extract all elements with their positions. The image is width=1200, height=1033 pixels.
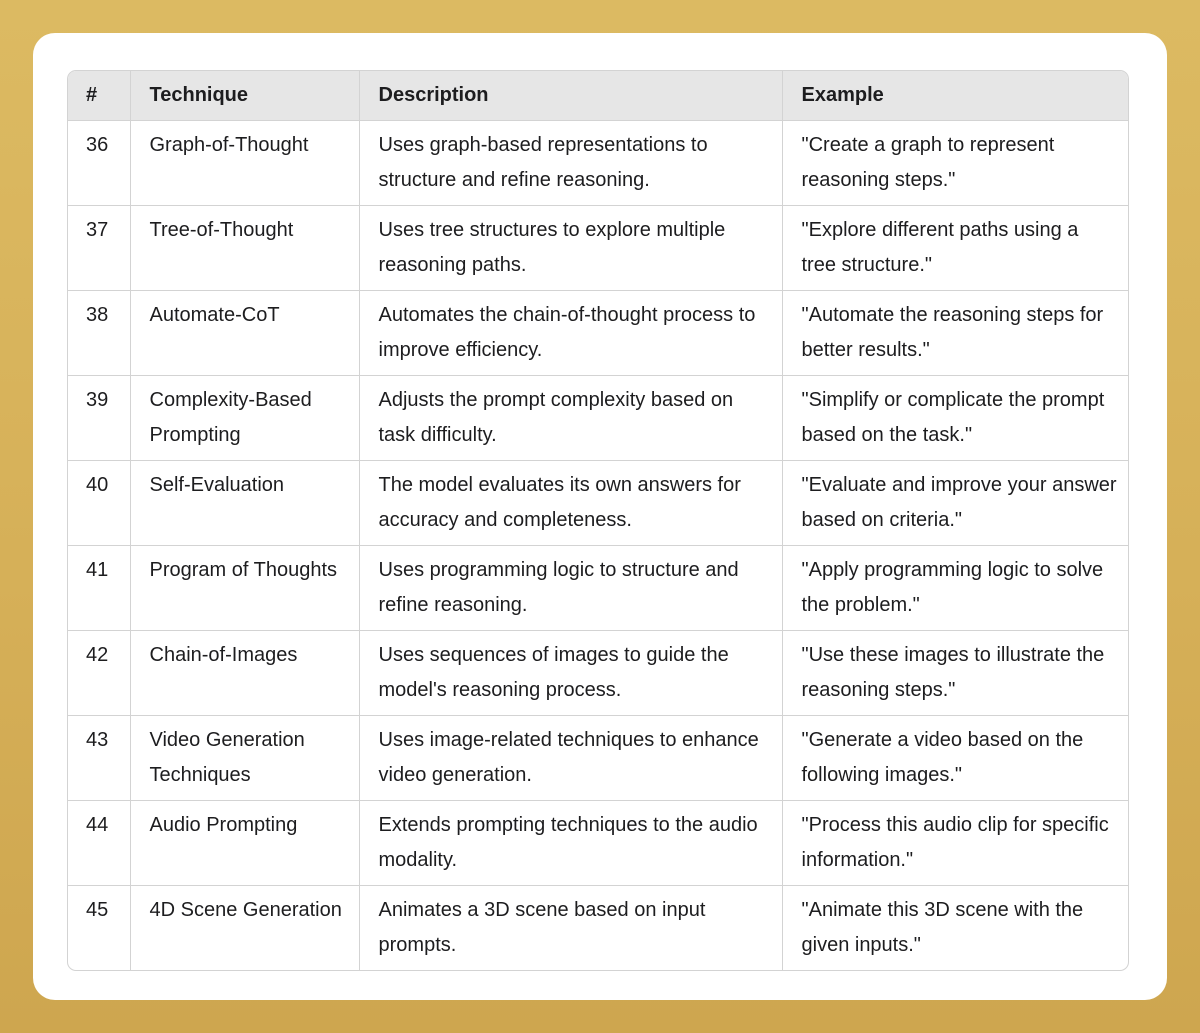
- cell-technique: Complexity-Based Prompting: [130, 375, 359, 460]
- cell-example: "Create a graph to represent reasoning steps.": [782, 120, 1128, 205]
- cell-technique: 4D Scene Generation: [130, 885, 359, 970]
- cell-example: "Simplify or complicate the prompt based on the task.": [782, 375, 1128, 460]
- table-row: [68, 630, 1128, 715]
- cell-description: Automates the chain-of-thought process to improve efficiency.: [359, 290, 782, 375]
- header-number: #: [68, 71, 130, 120]
- cell-number: 42: [68, 630, 130, 715]
- cell-example: "Use these images to illustrate the reasoning steps.": [782, 630, 1128, 715]
- cell-technique: Automate-CoT: [130, 290, 359, 375]
- header-description: Description: [359, 71, 782, 120]
- cell-example: "Automate the reasoning steps for better results.": [782, 290, 1128, 375]
- table-row: [68, 715, 1128, 800]
- table-row: [68, 885, 1128, 970]
- cell-example: "Animate this 3D scene with the given inputs.": [801, 898, 1084, 956]
- table-row: [68, 460, 1128, 545]
- cell-number: 44: [68, 800, 130, 885]
- cell-description: Uses sequences of images to guide the model's reasoning process.: [359, 630, 782, 715]
- cell-example: "Generate a video based on the following images.": [782, 715, 1128, 800]
- cell-technique: Program of Thoughts: [130, 545, 359, 630]
- cell-example: "Process this audio clip for specific information.": [782, 800, 1128, 885]
- cell-example: "Explore different paths using a tree structure.": [782, 205, 1128, 290]
- cell-technique: Video Generation Techniques: [130, 715, 359, 800]
- cell-number: 41: [68, 545, 130, 630]
- header-row: [68, 71, 1128, 120]
- cell-technique: Graph-of-Thought: [130, 120, 359, 205]
- table-row: [68, 800, 1128, 885]
- cell-description: Extends prompting techniques to the audio modality.: [359, 800, 782, 885]
- table-row: [68, 290, 1128, 375]
- cell-number: 43: [68, 715, 130, 800]
- cell-number: 45: [68, 885, 130, 970]
- cell-technique: Audio Prompting: [130, 800, 359, 885]
- header-example: Example: [782, 71, 1128, 120]
- table-body: [68, 120, 1128, 970]
- table-header: [68, 71, 1128, 120]
- cell-example: "Apply programming logic to solve the problem.": [782, 545, 1128, 630]
- table-row: [68, 205, 1128, 290]
- cell-technique: Self-Evaluation: [130, 460, 359, 545]
- cell-description: Animates a 3D scene based on input prompts.: [359, 885, 782, 970]
- cell-number: 40: [68, 460, 130, 545]
- cell-number: 37: [68, 205, 130, 290]
- cell-description: Uses image-related techniques to enhance video generation.: [359, 715, 782, 800]
- techniques-table: [68, 71, 1128, 970]
- table-row: [68, 545, 1128, 630]
- content-card: [33, 33, 1167, 1000]
- cell-description: Uses programming logic to structure and refine reasoning.: [359, 545, 782, 630]
- table-row: [68, 120, 1128, 205]
- cell-technique: Tree-of-Thought: [130, 205, 359, 290]
- cell-description: The model evaluates its own answers for accuracy and completeness.: [359, 460, 782, 545]
- cell-number: 39: [68, 375, 130, 460]
- cell-description: Uses tree structures to explore multiple reasoning paths.: [359, 205, 782, 290]
- techniques-table-container: [67, 70, 1129, 971]
- table-row: [68, 375, 1128, 460]
- cell-number: 36: [68, 120, 130, 205]
- header-technique: Technique: [130, 71, 359, 120]
- cell-example: "Evaluate and improve your answer based on criteria.": [782, 460, 1128, 545]
- cell-technique: Chain-of-Images: [130, 630, 359, 715]
- cell-number: 38: [68, 290, 130, 375]
- cell-description: Adjusts the prompt complexity based on task difficulty.: [359, 375, 782, 460]
- cell-description: Uses graph-based representations to structure and refine reasoning.: [359, 120, 782, 205]
